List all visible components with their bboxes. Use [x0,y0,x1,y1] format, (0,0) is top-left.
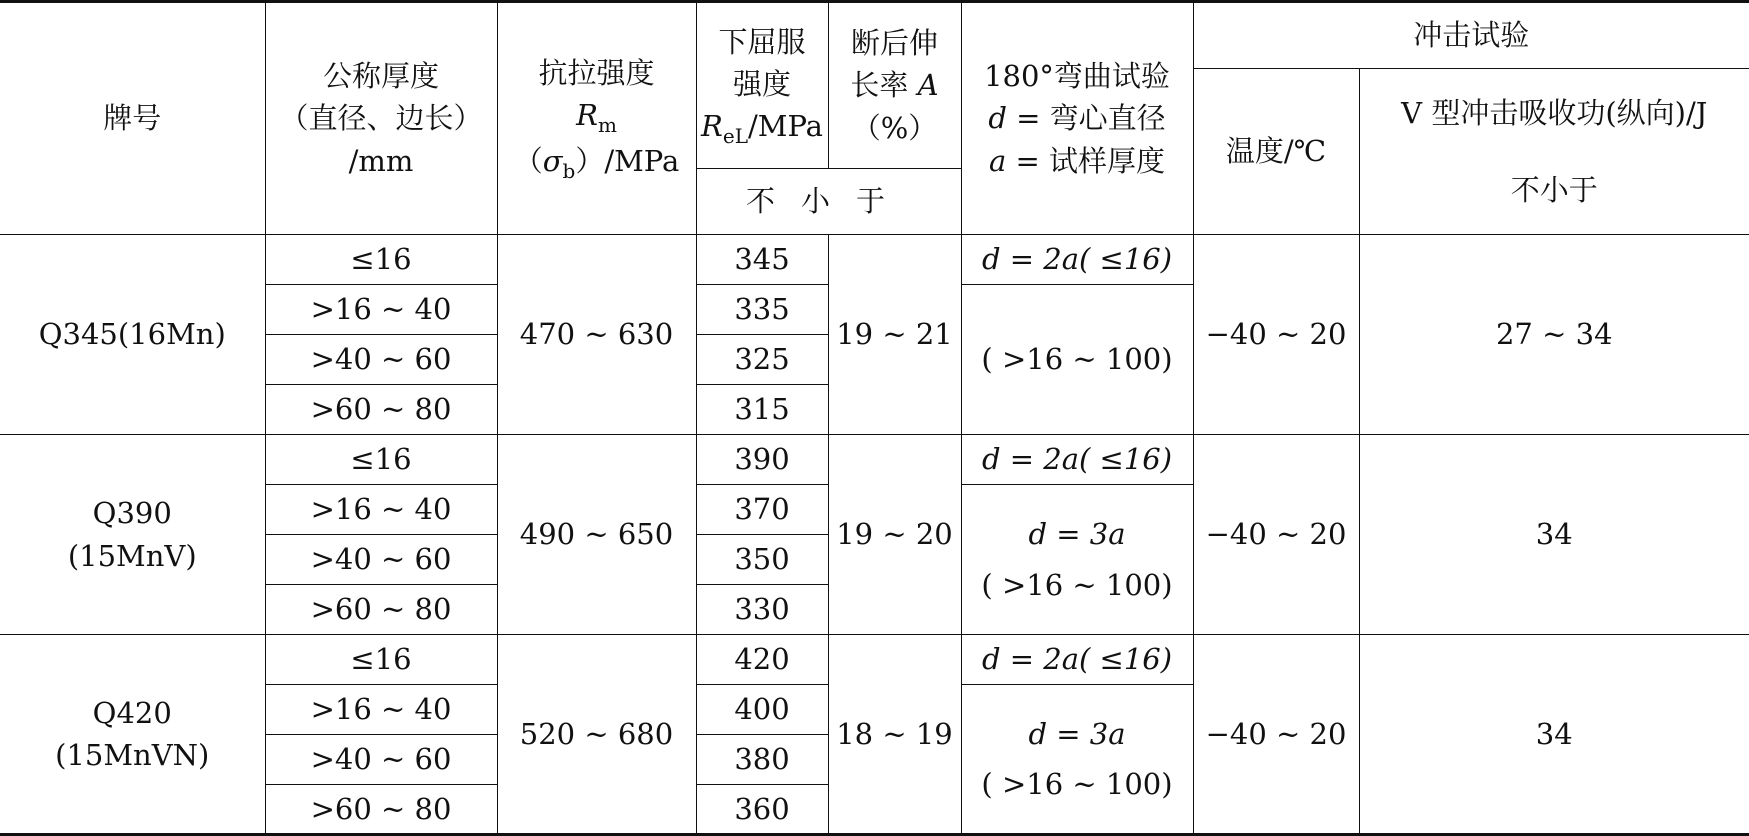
table-row [0,635,1749,685]
impact-energy-cell: 34 [1359,635,1749,835]
temperature-cell: −40 ~ 20 [1193,235,1359,435]
thickness-cell: >60 ~ 80 [265,385,497,435]
thickness-cell: >60 ~ 80 [265,585,497,635]
grade-cell: Q345(16Mn) [0,235,265,435]
header-tensile-strength: 抗拉强度 $R_m(\sigma_b)$/MPa [497,2,696,235]
tensile-cell: 470 ~ 630 [497,235,696,435]
header-temperature: 温度/℃ [1193,69,1359,235]
yield-cell: 335 [696,285,828,335]
tensile-cell: 490 ~ 650 [497,435,696,635]
temperature-cell: −40 ~ 20 [1193,635,1359,835]
table-row [0,235,1749,285]
yield-cell: 350 [696,535,828,585]
yield-cell: 390 [696,435,828,485]
table-row [0,435,1749,485]
elongation-cell: 19 ~ 21 [828,235,961,435]
thickness-cell: ≤16 [265,435,497,485]
bend-cell: d = 3a ( >16 ~ 100) [961,485,1193,635]
header-row-1 [0,2,1749,69]
yield-cell: 315 [696,385,828,435]
yield-cell: 360 [696,785,828,835]
yield-cell: 400 [696,685,828,735]
thickness-cell: ≤16 [265,635,497,685]
header-thickness: 公称厚度 （直径、边长） /mm [265,2,497,235]
yield-cell: 330 [696,585,828,635]
thickness-cell: >16 ~ 40 [265,485,497,535]
elongation-cell: 19 ~ 20 [828,435,961,635]
header-impact-test: 冲击试验 [1193,2,1749,69]
header-not-less-than: 不小于 [696,169,961,235]
header-grade: 牌号 [0,2,265,235]
yield-cell: 420 [696,635,828,685]
tensile-cell: 520 ~ 680 [497,635,696,835]
yield-cell: 370 [696,485,828,535]
thickness-cell: >40 ~ 60 [265,735,497,785]
thickness-cell: >40 ~ 60 [265,535,497,585]
yield-cell: 380 [696,735,828,785]
header-elongation: 断后伸 长率 A （%） [828,2,961,169]
thickness-cell: >16 ~ 40 [265,285,497,335]
thickness-cell: >16 ~ 40 [265,685,497,735]
bend-cell: ( >16 ~ 100) [961,285,1193,435]
bend-cell: d = 3a ( >16 ~ 100) [961,685,1193,835]
header-impact-energy: V 型冲击吸收功(纵向)/J 不小于 [1359,69,1749,235]
yield-cell: 345 [696,235,828,285]
temperature-cell: −40 ~ 20 [1193,435,1359,635]
grade-cell: Q390 (15MnV) [0,435,265,635]
bend-cell: d = 2a( ≤16) [961,635,1193,685]
header-bend-test: 180°弯曲试验 d = 弯心直径 a = 试样厚度 [961,2,1193,235]
bend-cell: d = 2a( ≤16) [961,435,1193,485]
header-yield-strength: 下屈服 强度 $R_{eL}$/MPa [696,2,828,169]
thickness-cell: >60 ~ 80 [265,785,497,835]
yield-cell: 325 [696,335,828,385]
elongation-cell: 18 ~ 19 [828,635,961,835]
impact-energy-cell: 34 [1359,435,1749,635]
impact-energy-cell: 27 ~ 34 [1359,235,1749,435]
thickness-cell: ≤16 [265,235,497,285]
bend-cell: d = 2a( ≤16) [961,235,1193,285]
grade-cell: Q420 (15MnVN) [0,635,265,835]
thickness-cell: >40 ~ 60 [265,335,497,385]
